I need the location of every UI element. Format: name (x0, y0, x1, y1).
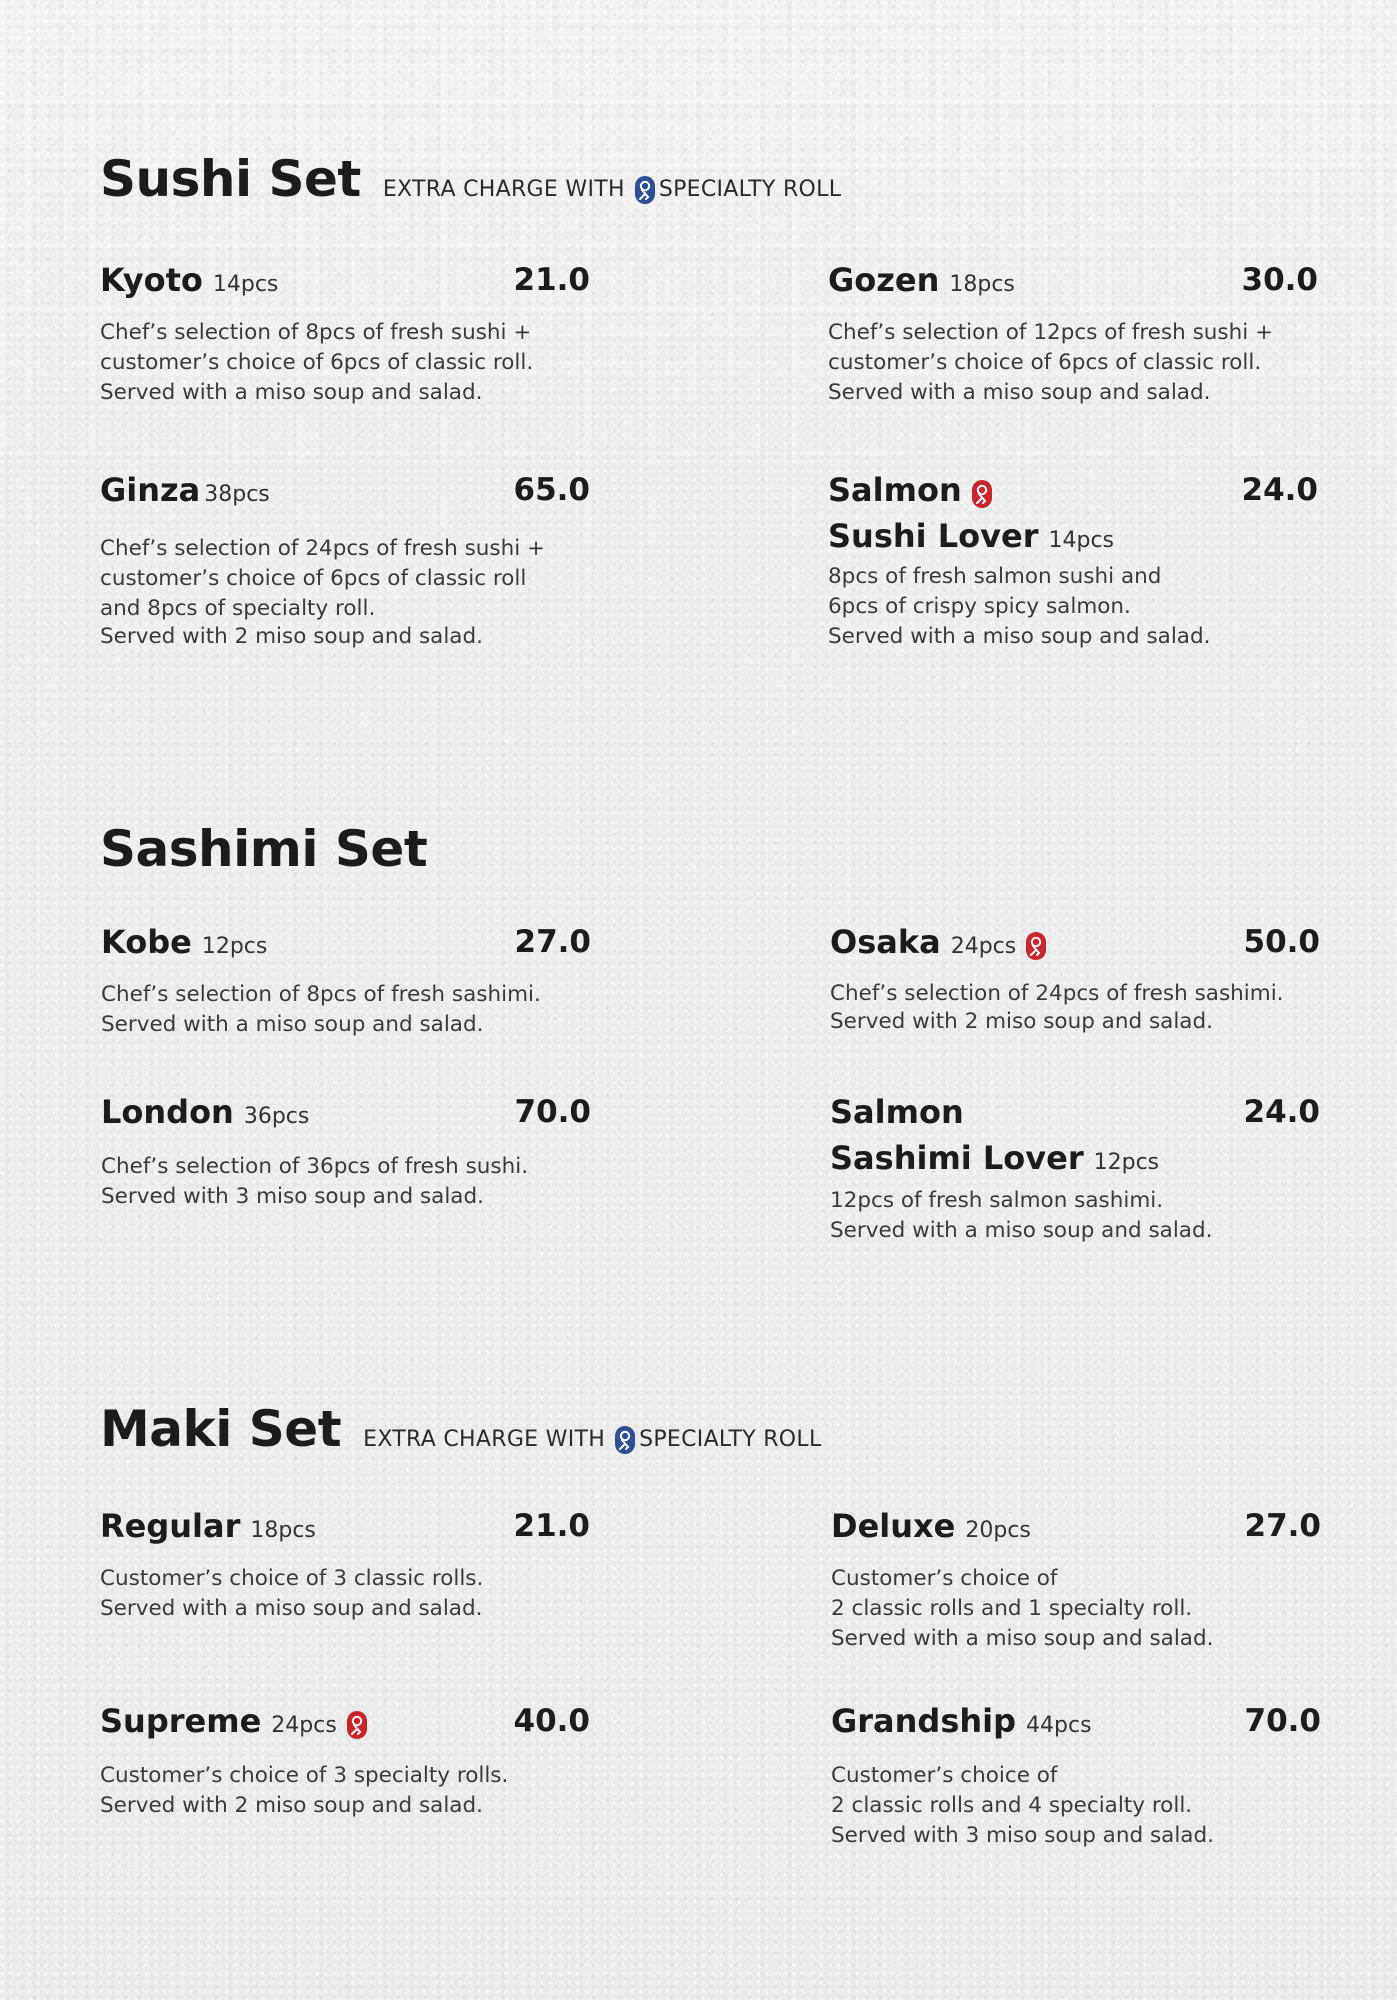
note-text-after: SPECIALTY ROLL (639, 1427, 822, 1452)
item-name: London (101, 1093, 234, 1131)
item-description: Chef’s selection of 24pcs of fresh sashimi. Served with 2 miso soup and salad. (830, 981, 1284, 1034)
item-pieces: 38pcs (204, 482, 270, 507)
item-pieces: 18pcs (949, 272, 1015, 297)
item-name: Kobe (101, 923, 192, 961)
item-name-line1: Salmon (828, 471, 962, 509)
item-description: Chef’s selection of 12pcs of fresh sushi + customer’s choice of 6pcs of classic roll. Served with a miso soup and salad. (828, 320, 1274, 405)
item-name: Regular (100, 1507, 241, 1545)
section-title: Sushi Set (100, 150, 361, 208)
item-description: Chef’s selection of 36pcs of fresh sushi. Served with 3 miso soup and salad. (101, 1154, 529, 1209)
item-name-line2: Sashimi Lover (830, 1139, 1084, 1177)
item-pieces: 18pcs (250, 1518, 316, 1543)
note-text-after: SPECIALTY ROLL (658, 177, 842, 202)
section-header (100, 820, 427, 878)
menu-item-osaka (830, 922, 1320, 1036)
item-pieces: 12pcs (201, 934, 268, 959)
section-title: Maki Set (100, 1400, 342, 1458)
item-name: Gozen (828, 261, 940, 299)
item-pieces: 14pcs (1048, 528, 1115, 553)
item-price: 21.0 (513, 1508, 590, 1544)
menu-item-gozen (828, 260, 1318, 408)
note-text: EXTRA CHARGE WITH (382, 177, 625, 202)
section-note (363, 1426, 821, 1454)
item-price: 21.0 (513, 262, 590, 298)
item-description: Customer’s choice of 3 specialty rolls. Served with 2 miso soup and salad. (100, 1763, 509, 1818)
item-pieces: 24pcs (950, 934, 1017, 959)
menu-item-kyoto (100, 260, 590, 408)
menu-item-salmon-sashimi-lover (830, 1092, 1320, 1246)
menu-item-grandship (831, 1701, 1321, 1851)
item-name: Deluxe (831, 1507, 956, 1545)
item-description: 12pcs of fresh salmon sashimi. Served with a miso soup and salad. (830, 1188, 1213, 1243)
specialty-roll-badge-icon (972, 480, 992, 508)
specialty-roll-badge-icon (347, 1711, 367, 1739)
item-pieces: 12pcs (1093, 1150, 1160, 1175)
item-pieces: 36pcs (243, 1104, 310, 1129)
menu-item-regular (100, 1506, 590, 1624)
item-pieces: 44pcs (1026, 1713, 1092, 1738)
item-price: 30.0 (1241, 262, 1318, 298)
item-pieces: 20pcs (965, 1518, 1031, 1543)
section-header (100, 150, 841, 208)
specialty-roll-badge-icon (615, 1426, 635, 1454)
item-name: Osaka (830, 923, 941, 961)
section-header (100, 1400, 822, 1458)
note-text: EXTRA CHARGE WITH (363, 1427, 606, 1452)
item-pieces: 14pcs (212, 272, 279, 297)
item-name-line2: Sushi Lover (828, 517, 1039, 555)
menu-item-salmon-sushi-lover (828, 470, 1318, 652)
item-price: 24.0 (1241, 472, 1318, 508)
menu-item-supreme (100, 1701, 590, 1821)
item-name: Supreme (100, 1702, 262, 1740)
section-note (383, 176, 841, 204)
specialty-roll-badge-icon (635, 176, 655, 204)
item-price: 65.0 (513, 472, 590, 508)
item-price: 50.0 (1243, 924, 1320, 960)
section-title: Sashimi Set (100, 820, 428, 878)
item-name-line1: Salmon (830, 1093, 964, 1131)
menu-item-london (101, 1092, 591, 1212)
item-name: Ginza (100, 471, 201, 509)
item-price: 27.0 (514, 924, 591, 960)
menu-item-deluxe (831, 1506, 1321, 1654)
item-description: Customer’s choice of 2 classic rolls and 4 specialty roll. Served with 3 miso soup and salad. (831, 1763, 1214, 1848)
item-description: 8pcs of fresh salmon sushi and 6pcs of crispy spicy salmon. Served with a miso soup and salad. (828, 564, 1211, 649)
menu-item-kobe (101, 922, 591, 1040)
item-price: 70.0 (514, 1094, 591, 1130)
item-price: 24.0 (1243, 1094, 1320, 1130)
item-description: Chef’s selection of 8pcs of fresh sushi + customer’s choice of 6pcs of classic roll. Served with a miso soup and salad. (100, 320, 534, 405)
menu-item-ginza (100, 470, 590, 650)
item-description: Customer’s choice of 3 classic rolls. Served with a miso soup and salad. (100, 1566, 484, 1621)
item-price: 40.0 (513, 1703, 590, 1739)
item-name: Kyoto (100, 261, 203, 299)
item-description: Chef’s selection of 24pcs of fresh sushi + customer’s choice of 6pcs of classic roll and 8pcs of specialty roll. Served with 2 miso soup and salad. (100, 536, 546, 649)
item-price: 27.0 (1244, 1508, 1321, 1544)
item-pieces: 24pcs (271, 1713, 337, 1738)
item-description: Customer’s choice of 2 classic rolls and 1 specialty roll. Served with a miso soup and salad. (831, 1566, 1214, 1651)
item-price: 70.0 (1244, 1703, 1321, 1739)
item-name: Grandship (831, 1702, 1017, 1740)
item-description: Chef’s selection of 8pcs of fresh sashimi. Served with a miso soup and salad. (101, 982, 541, 1037)
specialty-roll-badge-icon (1026, 932, 1046, 960)
